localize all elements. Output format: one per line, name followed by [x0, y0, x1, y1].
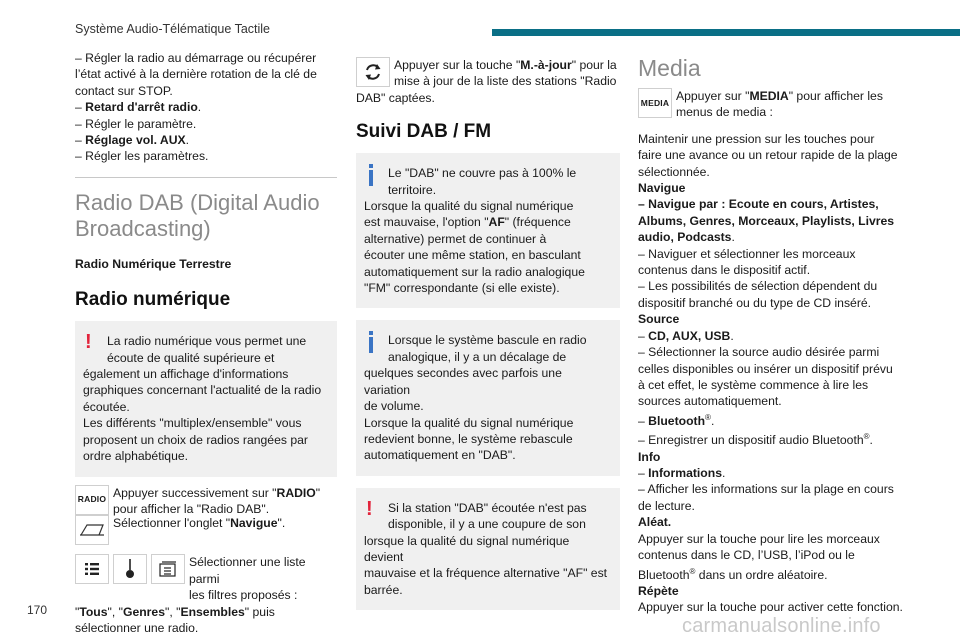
- subtitle: Radio Numérique Terrestre: [75, 256, 232, 271]
- block-title: Aléat.: [638, 515, 672, 530]
- text-line: automatiquement en "DAB".: [364, 448, 516, 463]
- text-line: contenus dans le dispositif actif.: [638, 263, 811, 278]
- text-line: – Régler la radio au démarrage ou récupérer: [75, 51, 317, 65]
- column-3: [638, 55, 904, 616]
- text-line: redevient bonne, le système rebascule: [364, 431, 573, 446]
- text-line: dispositif branché ou du type de CD inséré.: [638, 295, 872, 310]
- text-line: est mauvaise, l'option "AF" (fréquence: [364, 215, 571, 230]
- text-line: mise à jour de la liste des stations "Radio: [394, 74, 617, 89]
- list-item: – Régler le paramètre.: [75, 116, 197, 131]
- list-item: – Régler les paramètres.: [75, 149, 209, 164]
- text-line: également un affichage d'informations: [83, 367, 289, 382]
- block-title: Répète: [638, 583, 679, 598]
- text-line: Sélectionner une liste parmi: [189, 555, 306, 586]
- radio-button-icon: RADIO: [75, 485, 109, 515]
- running-header: Système Audio-Télématique Tactile: [75, 22, 271, 36]
- block-title: Navigue: [638, 181, 686, 196]
- text-line: ordre alphabétique.: [83, 449, 189, 464]
- warning-icon: !: [85, 331, 92, 354]
- text-line: de lecture.: [638, 498, 695, 513]
- warning-icon: !: [366, 497, 373, 520]
- text-line: quelques secondes avec parfois une variation: [364, 366, 562, 397]
- heading-radio-numerique: Radio numérique: [75, 289, 231, 311]
- list-item: – Sélectionner la source audio désirée parmi: [638, 345, 880, 360]
- text-line: de volume.: [364, 399, 424, 414]
- text-line: à cet effet, le système commence à lire les: [638, 377, 869, 392]
- info-icon: [366, 331, 376, 355]
- intro-list: [75, 50, 337, 165]
- aleat-block: [638, 514, 904, 583]
- info-note: [356, 153, 620, 308]
- list-icon: [75, 554, 109, 584]
- text-line: Appuyer sur la touche pour lire les morceaux: [638, 531, 880, 546]
- text-line: Bluetooth® dans un ordre aléatoire.: [638, 566, 828, 582]
- text-line: "FM" correspondante (si elle existe).: [364, 281, 560, 296]
- text-line: La radio numérique vous permet une: [107, 334, 307, 349]
- info-icon: [366, 164, 376, 188]
- text-line: les filtres proposés :: [189, 588, 298, 603]
- radio-step: [75, 485, 337, 546]
- info-block: [638, 449, 904, 515]
- text-line: disponible, il y a une coupure de son: [388, 517, 586, 532]
- warning-note: [356, 488, 620, 610]
- section-title: Radio DAB (Digital Audio Broadcasting): [75, 189, 320, 241]
- list-item: – Enregistrer un dispositif audio Bluetooth®.: [638, 432, 873, 448]
- column-2: [356, 57, 620, 610]
- text-line: contenus dans le CD, l’USB, l’iPod ou le: [638, 548, 855, 563]
- text-line: Albums, Genres, Morceaux, Playlists, Livres: [638, 213, 895, 228]
- text-line: écoutée.: [83, 399, 130, 414]
- list-item: – Informations.: [638, 466, 726, 481]
- tab-icon: [75, 515, 109, 545]
- text-line: Appuyer sur la touche pour activer cette fonction.: [638, 600, 903, 615]
- list-item: – Réglage vol. AUX.: [75, 133, 190, 148]
- list-item: – Navigue par : Ecoute en cours, Artistes,: [638, 197, 879, 212]
- text-line: écoute de qualité supérieure et: [107, 350, 275, 365]
- list-item: – Naviguer et sélectionner les morceaux: [638, 246, 856, 261]
- text-line: proposent un choix de radios rangées par: [83, 432, 308, 447]
- guitar-icon: [113, 554, 147, 584]
- text-line: audio, Podcasts.: [638, 230, 735, 245]
- text-line: Les différents "multiplex/ensemble" vous: [83, 416, 302, 431]
- text-line: l’état activé à la dernière rotation de la clé de: [75, 67, 317, 82]
- list-item: – Bluetooth®.: [638, 412, 715, 428]
- text-line: barrée.: [364, 582, 403, 597]
- text-line: menus de media :: [676, 105, 773, 120]
- info-note: [356, 320, 620, 475]
- text-line: Lorsque la qualité du signal numérique: [364, 199, 574, 214]
- text-line: Appuyer successivement sur "RADIO": [113, 485, 321, 500]
- text-line: faire une avance ou un retour rapide de la plage: [638, 148, 898, 163]
- list-step: [75, 554, 337, 636]
- source-block: [638, 311, 904, 448]
- text-line: Lorsque la qualité du signal numérique: [364, 415, 574, 430]
- navigue-block: [638, 180, 904, 311]
- media-step: [638, 88, 904, 121]
- column-1: [75, 50, 337, 636]
- text-line: lorsque la qualité du signal numérique devient: [364, 533, 570, 564]
- text-line: Le "DAB" ne couvre pas à 100% le: [388, 166, 577, 181]
- text-line: celles disponibles ou insérer un dispositif prévu: [638, 361, 893, 376]
- text-line: Maintenir une pression sur les touches pour: [638, 131, 875, 146]
- refresh-icon: [356, 57, 390, 87]
- warning-note: [75, 321, 337, 476]
- paragraph: [638, 131, 904, 180]
- text-line: Lorsque le système bascule en radio: [388, 333, 587, 348]
- list-item: – Retard d'arrêt radio.: [75, 100, 202, 115]
- ensemble-icon: [151, 554, 185, 584]
- text-line: sélectionner une radio.: [75, 620, 199, 635]
- list-item: – Afficher les informations sur la plage en cours: [638, 482, 894, 497]
- text-line: automatiquement sur la radio analogique: [364, 264, 585, 279]
- header-accent-bar: [492, 29, 960, 36]
- text-line: Sélectionner l'onglet "Navigue".: [113, 516, 286, 531]
- watermark: carmanualsonline.info: [682, 615, 881, 637]
- repete-block: [638, 583, 904, 616]
- text-line: écouter une même station, en basculant: [364, 248, 581, 263]
- media-button-icon: MEDIA: [638, 88, 672, 118]
- heading-suivi-dab-fm: Suivi DAB / FM: [356, 121, 492, 143]
- text-line: Appuyer sur la touche "M.-à-jour" pour la: [394, 58, 617, 72]
- text-line: Appuyer sur "MEDIA" pour afficher les: [676, 89, 883, 103]
- text-line: territoire.: [388, 182, 437, 197]
- section-title-media: Media: [638, 55, 701, 81]
- page-number: 170: [27, 603, 48, 617]
- text-line: graphiques concernant l'actualité de la radio: [83, 383, 322, 398]
- text-line: pour afficher la "Radio DAB".: [113, 501, 270, 516]
- block-title: Info: [638, 449, 661, 464]
- list-item: – Les possibilités de sélection dépendent du: [638, 279, 878, 294]
- block-title: Source: [638, 312, 680, 327]
- section-divider: [75, 177, 337, 178]
- text-line: "Tous", "Genres", "Ensembles" puis: [75, 604, 275, 619]
- text-line: alternative) permet de continuer à: [364, 231, 547, 246]
- text-line: DAB" captées.: [356, 90, 435, 105]
- text-line: mauvaise et la fréquence alternative "AF" est: [364, 566, 608, 581]
- text-line: sélectionnée.: [638, 164, 710, 179]
- text-line: Si la station "DAB" écoutée n'est pas: [388, 500, 587, 515]
- text-line: contact sur STOP.: [75, 83, 173, 98]
- list-item: – CD, AUX, USB.: [638, 328, 734, 343]
- text-line: analogique, il y a un décalage de: [388, 349, 567, 364]
- text-line: sources automatiquement.: [638, 394, 782, 409]
- update-step: [356, 57, 620, 90]
